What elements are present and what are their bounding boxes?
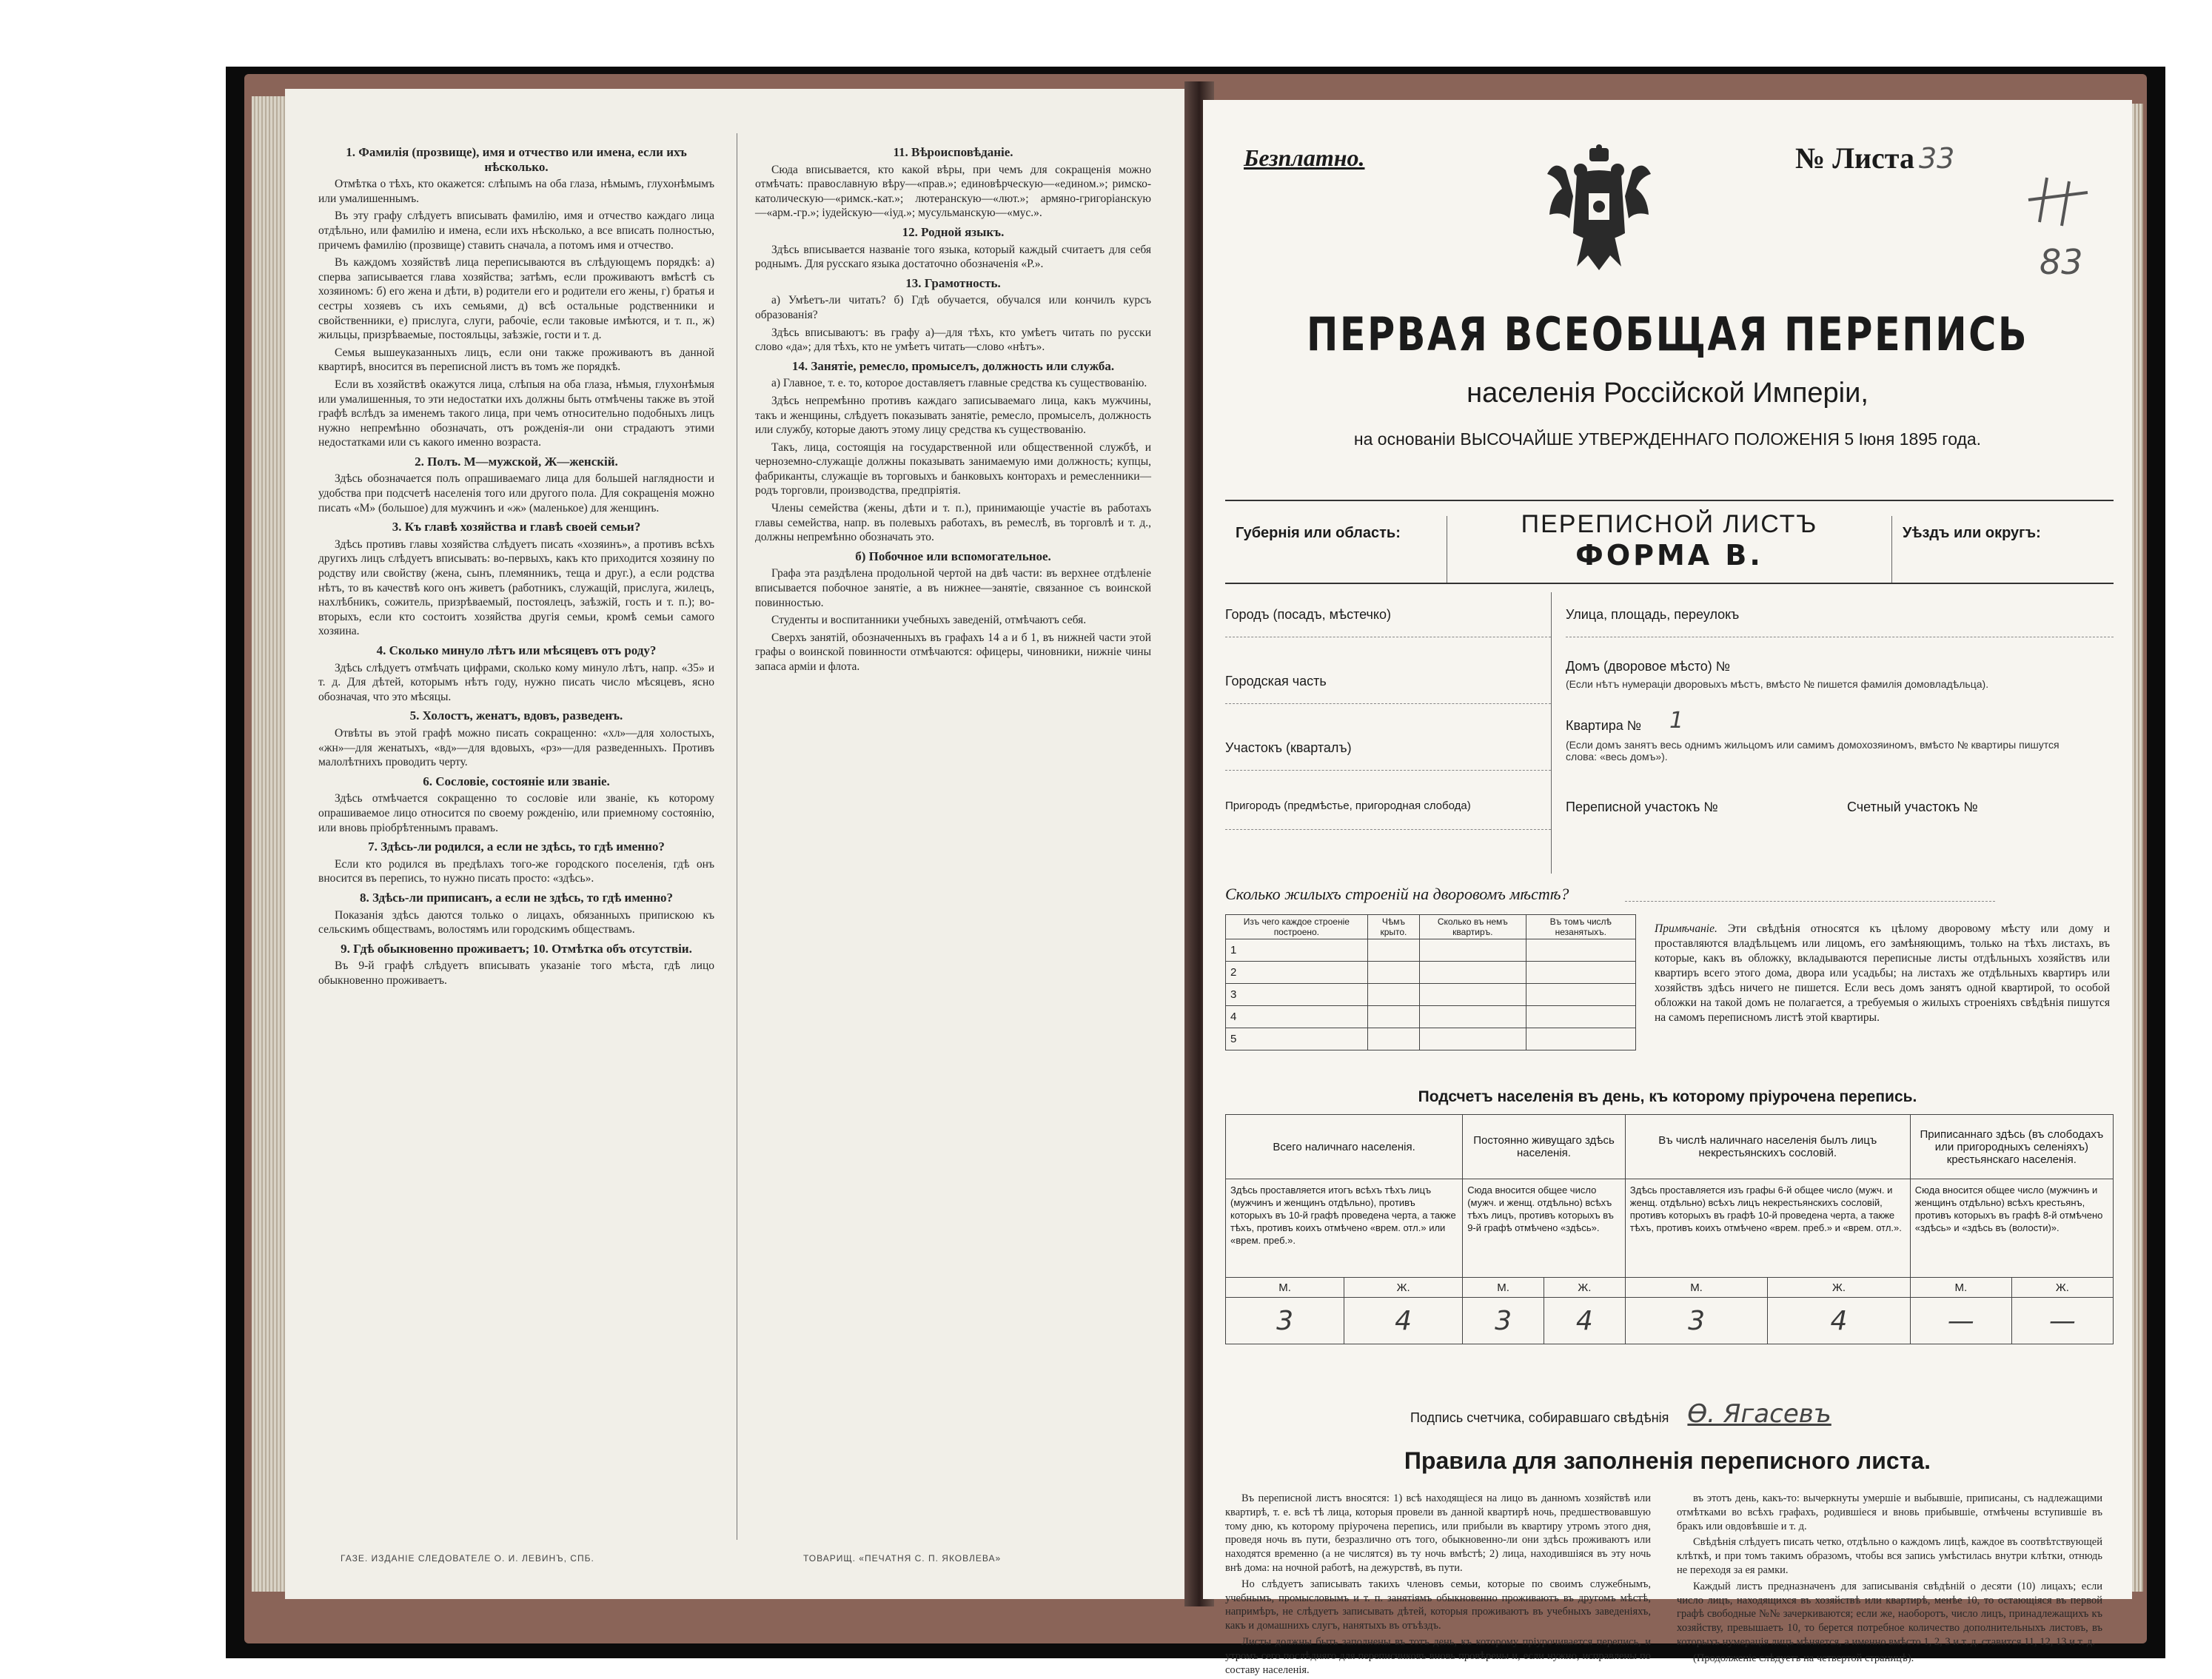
- sheet-number: [1795, 141, 1954, 175]
- count-value-handwritten: 4: [1344, 1298, 1463, 1344]
- section-paragraph: Отвѣты въ этой графѣ можно писать сокращенно: «хл»—для холостыхъ, «жн»—для женатыхъ, «вд»—для вдовыхъ, «рз»—для разведенныхъ. Противъ малолѣтнихъ проводить черту.: [318, 726, 714, 769]
- houses-table: [1225, 914, 1636, 1050]
- houses-row-number: 4: [1226, 1006, 1368, 1028]
- count-col-non-peasant: Въ числѣ наличнаго населенія былъ лицъ некрестьянскихъ сословій.: [1625, 1115, 1910, 1179]
- houses-question: Сколько жилыхъ строеній на дворовомъ мѣстѣ?: [1225, 885, 1569, 903]
- population-count-title: Подсчетъ населенія въ день, къ которому пріурочена перепись.: [1418, 1088, 1917, 1105]
- rule-paragraph: Въ переписной листъ вносятся: 1) всѣ находящіеся на лицо въ данномъ хозяйствѣ или квартирѣ, т. е. всѣ тѣ лица, которыя провели въ данной квартирѣ ночь, предшествовавшую тому дню, къ которому пріурочена перепись, или прибыли въ квартиру утромъ этого дня, проведя ночь въ пути, безразлично отъ того, обыкновенно-ли они здѣсь проживаютъ или находятся временно (а не числятся) въ ту ночь вмѣстѣ; 2) лица, находившіяся въ эту ночь внѣ дома: на ночной работѣ, на дежурствѣ, въ пути.: [1225, 1492, 1651, 1574]
- female-label: Ж.: [1544, 1278, 1625, 1298]
- form-type-label: ФОРМА В.: [1575, 539, 1763, 572]
- population-count-table: [1225, 1114, 2114, 1344]
- male-label: М.: [1625, 1278, 1767, 1298]
- section-paragraph: Такъ, лица, состоящія на государственной или общественной службѣ, и черноземно-служащіе должны показывать занимаемую ими должность; купцы, фабриканты, служащіе въ торговыхъ и банковыхъ конторахъ и ремесленники—родъ торговли, производства, предпріятія.: [755, 440, 1151, 497]
- rules-column-2: [1677, 1492, 2102, 1668]
- section-paragraph: а) Главное, т. е. то, которое доставляетъ главные средства къ существованію.: [771, 377, 1147, 390]
- houses-col-vacant: Въ томъ числѣ незанятыхъ.: [1526, 915, 1635, 939]
- count-value-handwritten: 3: [1625, 1298, 1767, 1344]
- printer-footer-right: ТОВАРИЩ. «ПЕЧАТНЯ С. П. ЯКОВЛЕВА»: [803, 1553, 1002, 1564]
- form-header: [1225, 500, 2114, 584]
- district-row: Городская часть: [1225, 674, 1551, 704]
- double-headed-eagle-icon: [1544, 144, 1655, 274]
- left-page-edges: [252, 96, 289, 1592]
- houses-cell: [1526, 939, 1635, 962]
- houses-cell: [1367, 984, 1419, 1006]
- section-paragraph: Здѣсь слѣдуетъ отмѣчать цифрами, сколько кому минуло лѣтъ, напр. «35» и т. д. Для дѣтей, которымъ нѣтъ году, нужно писать число мѣсяцевъ, ясно обозначая, что это мѣсяцы.: [318, 661, 714, 703]
- house-row: Домъ (дворовое мѣсто) № (Если нѣтъ нумераціи дворовыхъ мѣстъ, вмѣсто № пишется фамилія домовладѣльца).: [1566, 659, 1989, 690]
- free-label: Безплатно.: [1244, 144, 1365, 171]
- male-label: М.: [1463, 1278, 1544, 1298]
- enumerator-signature: [1410, 1399, 1831, 1429]
- section-heading: б) Побочное или вспомогательное.: [855, 549, 1051, 563]
- apartment-handwritten: 1: [1669, 708, 1684, 734]
- section-paragraph: Въ каждомъ хозяйствѣ лица переписываются въ слѣдующемъ порядкѣ: а) сперва записывается глава хозяйства; затѣмъ, если проживаютъ вмѣстѣ съ хозяиномъ: б) его жена и дѣти, в) родители его и родители его жены, г) братья и сестры хозяевъ съ ихъ семьями, д) всѣ остальные родственники и свойственники, е) прислуга, слуги, рабочіе, если таковые имѣются, и т. п., ж) жильцы, призрѣваемые, постояльцы, заѣзжіе, гости и т. д.: [318, 256, 714, 342]
- left-page: [285, 89, 1192, 1599]
- houses-row-number: 2: [1226, 962, 1368, 984]
- printer-footer-left: ГАЗЕ. ИЗДАНІЕ СЛЕДОВАТЕЛЕ О. И. ЛЕВИНЪ, СПБ.: [341, 1553, 594, 1564]
- rule-paragraph: Свѣдѣнія слѣдуетъ писать четко, отдѣльно о каждомъ лицѣ, каждое въ соотвѣтствующей клѣткѣ, и при томъ такимъ образомъ, чтобы вся запись умѣстилась внутри клѣтки, отнюдь не переходя за ея рамки.: [1677, 1536, 2102, 1576]
- section-paragraph: Графа эта раздѣлена продольной чертой на двѣ части: въ верхнее отдѣленіе вписывается побочное занятіе, а въ нижнее—занятіе, связанное съ воинской повинностью.: [755, 567, 1151, 609]
- rule-paragraph: Но слѣдуетъ записывать такихъ членовъ семьи, которые по своимъ служебнымъ, учебнымъ, промысловымъ и т. п. занятіямъ обыкновенно проживаютъ въ другомъ мѣстѣ, напримѣръ, не слѣдуетъ записывать дѣтей, которыя проживаютъ въ учебныхъ заведеніяхъ, какъ и домашнихъ слугъ, нанятыхъ въ отъѣздъ.: [1225, 1578, 1651, 1632]
- houses-cell: [1367, 1028, 1419, 1050]
- count-value-handwritten: 3: [1226, 1298, 1344, 1344]
- address-right: [1566, 592, 2114, 874]
- pencil-mark: [2017, 170, 2106, 281]
- remark-text: Эти свѣдѣнія относятся къ цѣлому дворовому мѣсту или дому и проставляются владѣльцемъ или лицомъ, его замѣняющимъ, только на тѣхъ листахъ, въ которые, какъ въ обложку, вкладываются переписные листы отдѣльныхъ хозяйствъ или квартиръ всего этого дома, двора или усадьбы; на листахъ же отдѣльныхъ квартиръ или хозяйствъ здѣсь ничего не пишется. Если весь домъ занятъ одной квартирой, то особой обложки на такой домъ не полагается, а требуемыя о жилыхъ строеніяхъ свѣдѣнія пишутся на самомъ переписномъ листѣ этой квартиры.: [1655, 922, 2111, 1024]
- section-heading: 7. Здѣсь-ли родился, а если не здѣсь, то гдѣ именно?: [368, 840, 665, 854]
- section-paragraph: Отмѣтка о тѣхъ, кто окажется: слѣпымъ на оба глаза, нѣмымъ, глухонѣмымъ или умалишеннымъ.: [318, 178, 714, 205]
- count-value-handwritten: 4: [1544, 1298, 1625, 1344]
- section-paragraph: а) Умѣетъ-ли читать? б) Гдѣ обучается, обучался или кончилъ курсъ образованія?: [755, 294, 1151, 321]
- count-desc-peasant: Сюда вносится общее число (мужчинъ и женщинъ отдѣльно) всѣхъ крестьянъ, противъ которыхъ въ графѣ 8-й отмѣчено «здѣсь» и «здѣсь въ (волости)».: [1910, 1179, 2113, 1278]
- section-paragraph: Здѣсь обозначается полъ опрашиваемаго лица для большей наглядности и удобства при подсчетѣ населенія того или другого пола. Для сокращенія можно писать «М» (большое) для мужчинъ и «ж» (маленькое) для женщинъ.: [318, 472, 714, 515]
- section-heading: 13. Грамотность.: [905, 275, 1001, 290]
- section-paragraph: Если въ хозяйствѣ окажутся лица, слѣпыя на оба глаза, нѣмыя, глухонѣмыя или умалишенныя, то эти недостатки ихъ должны быть отмѣчены также въ этой графѣ вслѣдъ за именемъ такого лица, при чемъ относительно подобныхъ лицъ нужно непремѣнно обозначать, отъ рожденія-ли они страдаютъ этими недостатками или съ какого именно возраста.: [318, 378, 714, 449]
- count-col-permanent: Постоянно живущаго здѣсь населенія.: [1463, 1115, 1626, 1179]
- count-col-total: Всего наличнаго населенія.: [1226, 1115, 1463, 1179]
- section-paragraph: Въ эту графу слѣдуетъ вписывать фамилію, имя и отчество каждаго лица отдѣльно, или фамилію и имена, если ихъ нѣсколько, а все вписать полностью, причемъ фамилію (прозвище) ставить сначала, а потомъ имя и отчество.: [318, 210, 714, 252]
- rule-paragraph: въ этотъ день, какъ-то: вычеркнуты умершіе и выбывшіе, приписаны, съ надлежащими отмѣтками во всѣхъ графахъ, родившіеся и вновь прибывшіе, отмѣчены вступившіе въ бракъ или овдовѣвшіе и т. д.: [1677, 1492, 2102, 1532]
- count-desc-non-peasant: Здѣсь проставляется изъ графы 6-й общее число (мужч. и женщ. отдѣльно) всѣхъ лицъ некрестьянскихъ сословій, противъ которыхъ въ графѣ 10-й проведена черта, а также тѣхъ, противъ коихъ отмѣчено «врем. преб.» и «врем. отл.».: [1625, 1179, 1910, 1278]
- section-heading: 3. Къ главѣ хозяйства и главѣ своей семьи?: [392, 520, 641, 534]
- apartment-row: Квартира № 1 (Если домъ занятъ весь однимъ жильцомъ или самимъ домохозяиномъ, вмѣсто № квартиры пишутся слова: «весь домъ»).: [1566, 708, 2059, 763]
- section-paragraph: Въ 9-й графѣ слѣдуетъ вписывать указаніе того мѣста, гдѣ лицо обыкновенно проживаетъ.: [318, 959, 714, 987]
- female-label: Ж.: [2011, 1278, 2113, 1298]
- houses-cell: [1526, 1028, 1635, 1050]
- precinct-row: Участокъ (кварталъ): [1225, 740, 1551, 771]
- section-paragraph: Показанія здѣсь даются только о лицахъ, обязанныхъ припискою къ сельскимъ обществамъ, волостямъ или городскимъ обществамъ.: [318, 908, 714, 936]
- section-paragraph: Семья вышеуказанныхъ лицъ, если они также проживаютъ въ данной квартирѣ, вносится въ переписной листъ въ томъ же порядкѣ.: [318, 346, 714, 374]
- section-heading: 2. Полъ. М—мужской, Ж—женскій.: [415, 454, 618, 469]
- houses-cell: [1420, 1006, 1526, 1028]
- section-heading: 12. Родной языкъ.: [902, 224, 1005, 239]
- houses-row-number: 1: [1226, 939, 1368, 962]
- houses-row: [1226, 939, 1636, 962]
- section-heading: 5. Холостъ, женатъ, вдовъ, разведенъ.: [409, 708, 623, 723]
- census-subtitle: населенія Россійской Имперіи,: [1467, 378, 1869, 409]
- houses-row: [1226, 984, 1636, 1006]
- section-paragraph: Сверхъ занятій, обозначенныхъ въ графахъ 14 а и б 1, въ нижней части этой графы о воинской повинности отмѣчаются: офицеры, чиновники, нижніе чины запаса армiи и флота.: [755, 631, 1151, 673]
- section-paragraph: Здѣсь противъ главы хозяйства слѣдуетъ писать «хозяинъ», а противъ всѣхъ другихъ лицъ слѣдуетъ вписывать: во-первыхъ, какъ кто приходится хозяину по родству или свойству (жена, сынъ, племянникъ, теща и друг.), а если родства нѣтъ, то въ качествѣ кого онъ живетъ (работникъ, служащій, прислуга, жилецъ, нахлѣбникъ, сожитель, призрѣваемый, постоялецъ, заѣзжій, гость и т. п.); во-вторыхъ, если кто состоитъ хозяйства другія семьи, кромѣ семьи самого хозяина.: [318, 537, 714, 638]
- section-paragraph: Члены семейства (жены, дѣти и т. п.), принимающіе участіе въ работахъ главы семейства, напр. въ полевыхъ работахъ, въ ремеслѣ, въ торговлѣ и т. д., должны непремѣнно обозначать это.: [755, 502, 1151, 544]
- section-heading: 9. Гдѣ обыкновенно проживаетъ; 10. Отмѣтка объ отсутствіи.: [341, 941, 692, 956]
- houses-col-roof: Чѣмъ крыто.: [1367, 915, 1419, 939]
- houses-cell: [1367, 1006, 1419, 1028]
- signature-handwritten: Ѳ. Ягасевъ: [1687, 1399, 1831, 1429]
- houses-cell: [1526, 1006, 1635, 1028]
- houses-row-number: 3: [1226, 984, 1368, 1006]
- guberniya-field: Губернія или область:: [1225, 516, 1447, 583]
- section-paragraph: Здѣсь отмѣчается сокращенно то сословіе или званіе, къ которому опрашиваемое лицо относится по своему рожденію, или приемному состоянію, или вновь пріобрѣтеннымъ правамъ.: [318, 792, 714, 834]
- houses-col-apartments: Сколько въ немъ квартиръ.: [1420, 915, 1526, 939]
- uezd-field: Уѣздъ или округъ:: [1891, 516, 2114, 583]
- instructions-column-1: [318, 141, 714, 991]
- count-desc-total: Здѣсь проставляется итогъ всѣхъ тѣхъ лицъ (мужчинъ и женщинъ отдѣльно), противъ которыхъ въ 10-й графѣ проведена черта, а также тѣхъ, противъ коихъ отмѣчено «врем. отл.» или «врем. преб.».: [1226, 1179, 1463, 1278]
- houses-cell: [1526, 962, 1635, 984]
- section-heading: 14. Занятіе, ремесло, промыселъ, должность или служба.: [791, 358, 1115, 373]
- section-heading: 11. Вѣроисповѣданіе.: [893, 145, 1013, 159]
- houses-row: [1226, 1006, 1636, 1028]
- male-label: М.: [1226, 1278, 1344, 1298]
- count-value-handwritten: —: [1910, 1298, 2011, 1344]
- houses-row-number: 5: [1226, 1028, 1368, 1050]
- side-handwritten-number: 83: [2040, 242, 2083, 282]
- census-title: ПЕРВАЯ ВСЕОБЩАЯ ПЕРЕПИСЬ: [1306, 307, 2029, 361]
- female-label: Ж.: [1768, 1278, 1910, 1298]
- sheet-number-label: № Листа: [1795, 141, 1914, 175]
- address-block: [1225, 592, 2114, 874]
- houses-cell: [1420, 984, 1526, 1006]
- section-paragraph: Здѣсь вписывается названіе того языка, который каждый считаетъ для себя роднымъ. Для русскаго языка достаточно обозначенія «Р.».: [755, 243, 1151, 271]
- form-title-box: [1447, 501, 1891, 583]
- section-paragraph: Здѣсь непремѣнно противъ каждаго записываемаго лица, какъ мужчины, такъ и женщины, слѣдуетъ показывать занятіе, ремесло, промыселъ, должность или службу, которые даютъ этому лицу средства къ существованію.: [755, 394, 1151, 437]
- houses-answer-line: [1625, 901, 1995, 902]
- rule-paragraph: (Продолженіе слѣдуетъ на четвертой страницѣ).: [1693, 1652, 1914, 1664]
- section-paragraph: Если кто родился въ предѣлахъ того-же городского поселенія, гдѣ онъ вносится въ перепись, то нужно писать просто: «здѣсь».: [318, 857, 714, 885]
- section-paragraph: Сюда вписывается, кто какой вѣры, при чемъ для сокращенія можно отмѣчать: православную вѣру—«прав.»; единовѣрческую—«едином.»; римско-католическую—«римск.-кат.»; лютеранскую—«лют.»; армяно-григоріанскую—«арм.-гр.»; іудейскую—«іуд.»; мусульманскую—«мус.».: [755, 163, 1151, 220]
- street-row: Улица, площадь, переулокъ: [1566, 607, 2114, 637]
- houses-cell: [1420, 939, 1526, 962]
- section-heading: 4. Сколько минуло лѣтъ или мѣсяцевъ отъ роду?: [376, 643, 657, 657]
- remark-note: [1655, 922, 2110, 1025]
- address-left: [1225, 592, 1552, 874]
- instructions-column-2: [755, 141, 1151, 677]
- section-heading: 1. Фамилія (прозвище), имя и отчество или имена, если ихъ нѣсколько.: [346, 145, 687, 174]
- rule-paragraph: Листы должны быть заполнены въ тотъ день, къ которому пріурочивается перепись, и утромъ сего послѣдняго для переписчиковъ вновь провѣрены и, если нужно, исправлены по составу населенія.: [1225, 1635, 1651, 1676]
- houses-cell: [1420, 962, 1526, 984]
- section-paragraph: Студенты и воспитанники учебныхъ заведеній, отмѣчаютъ себя.: [771, 614, 1087, 627]
- houses-row: [1226, 1028, 1636, 1050]
- sheet-number-handwritten: 33: [1918, 142, 1955, 175]
- right-page: [1203, 100, 2132, 1676]
- houses-cell: [1526, 984, 1635, 1006]
- count-value-handwritten: 3: [1463, 1298, 1544, 1344]
- male-label: М.: [1910, 1278, 2011, 1298]
- rules-column-1: [1225, 1492, 1651, 1679]
- legal-basis: на основаніи ВЫСОЧАЙШЕ УТВЕРЖДЕННАГО ПОЛОЖЕНІЯ 5 Іюня 1895 года.: [1353, 429, 1982, 449]
- count-value-handwritten: 4: [1768, 1298, 1910, 1344]
- count-desc-permanent: Сюда вносится общее число (мужч. и женщ. отдѣльно) всѣхъ тѣхъ лицъ, противъ которыхъ въ 9-й графѣ отмѣчено «здѣсь».: [1463, 1179, 1626, 1278]
- section-paragraph: Здѣсь вписываютъ: въ графу а)—для тѣхъ, кто умѣетъ читать по русски слово «да»; для тѣхъ, кто не умѣетъ читать—слово «нѣтъ».: [755, 326, 1151, 354]
- section-heading: 8. Здѣсь-ли приписанъ, а если не здѣсь, то гдѣ именно?: [359, 890, 674, 905]
- section-heading: 6. Сословіе, состояніе или званіе.: [423, 774, 610, 788]
- census-sheet-label: ПЕРЕПИСНОЙ ЛИСТЪ: [1521, 510, 1818, 538]
- suburb-row: Пригородъ (предмѣстье, пригородная слобода): [1225, 800, 1551, 830]
- census-area-row: Переписной участокъ № Счетный участокъ №: [1566, 800, 1978, 814]
- houses-cell: [1420, 1028, 1526, 1050]
- count-col-peasant: Приписаннаго здѣсь (въ слободахъ или пригородныхъ селеніяхъ) крестьянскаго населенія.: [1910, 1115, 2113, 1179]
- houses-col-material: Изъ чего каждое строеніе построено.: [1226, 915, 1368, 939]
- female-label: Ж.: [1344, 1278, 1463, 1298]
- remark-label: Примѣчаніе.: [1655, 922, 1717, 935]
- rules-title: Правила для заполненія переписного листа.: [1404, 1447, 1931, 1474]
- city-row: Городъ (посадъ, мѣстечко): [1225, 607, 1551, 637]
- rule-paragraph: Каждый листъ предназначенъ для записыванія свѣдѣній о десяти (10) лицахъ; если число лицъ, находящихся въ хозяйствѣ или квартирѣ, менѣе 10, то остающіяся въ первой графѣ свободные №№ зачеркиваются; если же, наоборотъ, число лицъ, принадлежащихъ къ хозяйству, превышаетъ 10, то берется потребное количество дополнительныхъ листовъ, въ которыхъ нумерація лицъ мѣняется, а именно вмѣсто 1, 2, 3 и т. д. ставится 11, 12, 13 и т. д.: [1677, 1580, 2102, 1648]
- signature-label: Подпись счетчика, собиравшаго свѣдѣнія: [1410, 1410, 1669, 1425]
- houses-cell: [1367, 939, 1419, 962]
- houses-row: [1226, 962, 1636, 984]
- count-value-handwritten: —: [2011, 1298, 2113, 1344]
- houses-cell: [1367, 962, 1419, 984]
